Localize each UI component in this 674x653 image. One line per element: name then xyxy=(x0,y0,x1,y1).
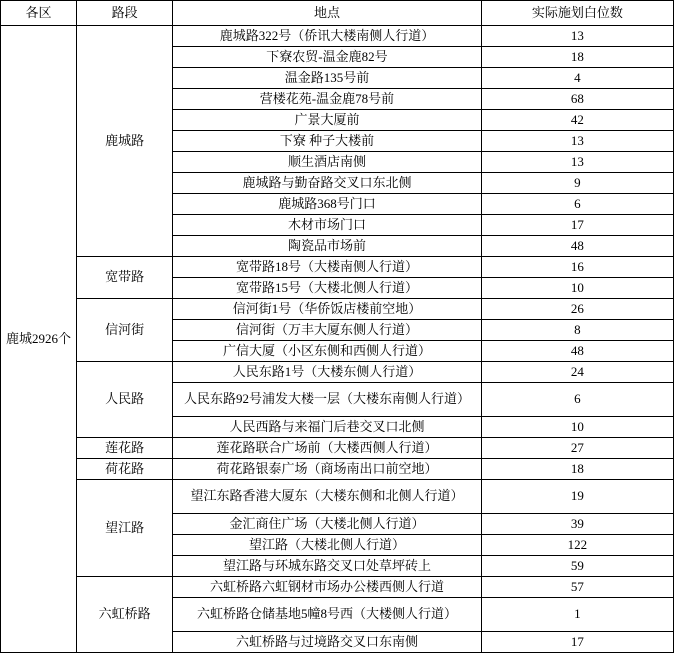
place-cell: 鹿城路与勤奋路交叉口东北侧 xyxy=(173,173,481,194)
column-header-count: 实际施划白位数 xyxy=(481,1,673,26)
place-cell: 六虹桥路六虹钢材市场办公楼西侧人行道 xyxy=(173,577,481,598)
place-cell: 下寮农贸-温金鹿82号 xyxy=(173,47,481,68)
place-cell: 人民东路92号浦发大楼一层（大楼东南侧人行道） xyxy=(173,383,481,417)
place-cell: 温金路135号前 xyxy=(173,68,481,89)
place-cell: 顺生酒店南侧 xyxy=(173,152,481,173)
place-cell: 广信大厦（小区东侧和西侧人行道） xyxy=(173,341,481,362)
count-cell: 39 xyxy=(481,514,673,535)
place-cell: 宽带路18号（大楼南侧人行道） xyxy=(173,257,481,278)
place-cell: 望江路与环城东路交叉口处草坪砖上 xyxy=(173,556,481,577)
count-cell: 59 xyxy=(481,556,673,577)
area-cell: 鹿城2926个 xyxy=(1,26,77,653)
place-cell: 莲花路联合广场前（大楼西侧人行道） xyxy=(173,438,481,459)
table-row xyxy=(1,480,674,514)
count-cell: 19 xyxy=(481,480,673,514)
table-row xyxy=(1,362,674,383)
table-row xyxy=(1,438,674,459)
count-cell: 26 xyxy=(481,299,673,320)
table-row xyxy=(1,257,674,278)
place-cell: 木材市场门口 xyxy=(173,215,481,236)
table-row xyxy=(1,459,674,480)
table-row xyxy=(1,577,674,598)
place-cell: 广景大厦前 xyxy=(173,110,481,131)
place-cell: 陶瓷品市场前 xyxy=(173,236,481,257)
place-cell: 六虹桥路与过境路交叉口东南侧 xyxy=(173,632,481,653)
count-cell: 68 xyxy=(481,89,673,110)
road-name-cell: 宽带路 xyxy=(77,257,173,299)
count-cell: 57 xyxy=(481,577,673,598)
count-cell: 13 xyxy=(481,26,673,47)
place-cell: 信河街（万丰大厦东侧人行道） xyxy=(173,320,481,341)
count-cell: 18 xyxy=(481,47,673,68)
count-cell: 48 xyxy=(481,341,673,362)
count-cell: 17 xyxy=(481,215,673,236)
count-cell: 48 xyxy=(481,236,673,257)
table-row xyxy=(1,299,674,320)
place-cell: 望江路（大楼北侧人行道） xyxy=(173,535,481,556)
place-cell: 宽带路15号（大楼北侧人行道） xyxy=(173,278,481,299)
place-cell: 信河街1号（华侨饭店楼前空地） xyxy=(173,299,481,320)
place-cell: 营楼花苑-温金鹿78号前 xyxy=(173,89,481,110)
count-cell: 13 xyxy=(481,131,673,152)
table-header-row xyxy=(1,1,674,26)
place-cell: 人民东路1号（大楼东侧人行道） xyxy=(173,362,481,383)
count-cell: 8 xyxy=(481,320,673,341)
table-row xyxy=(1,26,674,47)
road-name-cell: 鹿城路 xyxy=(77,26,173,257)
place-cell: 下寮 种子大楼前 xyxy=(173,131,481,152)
table-body xyxy=(1,26,674,653)
road-name-cell: 莲花路 xyxy=(77,438,173,459)
road-name-cell: 荷花路 xyxy=(77,459,173,480)
count-cell: 16 xyxy=(481,257,673,278)
count-cell: 24 xyxy=(481,362,673,383)
road-name-cell: 望江路 xyxy=(77,480,173,577)
count-cell: 18 xyxy=(481,459,673,480)
count-cell: 9 xyxy=(481,173,673,194)
place-cell: 望江东路香港大厦东（大楼东侧和北侧人行道） xyxy=(173,480,481,514)
count-cell: 10 xyxy=(481,278,673,299)
count-cell: 13 xyxy=(481,152,673,173)
column-header-road: 路段 xyxy=(77,1,173,26)
column-header-place: 地点 xyxy=(173,1,481,26)
place-cell: 金汇商住广场（大楼北侧人行道） xyxy=(173,514,481,535)
count-cell: 10 xyxy=(481,417,673,438)
place-cell: 鹿城路368号门口 xyxy=(173,194,481,215)
count-cell: 1 xyxy=(481,598,673,632)
count-cell: 42 xyxy=(481,110,673,131)
count-cell: 4 xyxy=(481,68,673,89)
count-cell: 27 xyxy=(481,438,673,459)
count-cell: 17 xyxy=(481,632,673,653)
count-cell: 122 xyxy=(481,535,673,556)
place-cell: 人民西路与来福门后巷交叉口北侧 xyxy=(173,417,481,438)
road-name-cell: 信河街 xyxy=(77,299,173,362)
count-cell: 6 xyxy=(481,383,673,417)
place-cell: 六虹桥路仓储基地5幢8号西（大楼侧人行道） xyxy=(173,598,481,632)
road-name-cell: 人民路 xyxy=(77,362,173,438)
column-header-area: 各区 xyxy=(1,1,77,26)
count-cell: 6 xyxy=(481,194,673,215)
place-cell: 鹿城路322号（侨讯大楼南侧人行道） xyxy=(173,26,481,47)
place-cell: 荷花路银泰广场（商场南出口前空地） xyxy=(173,459,481,480)
road-name-cell: 六虹桥路 xyxy=(77,577,173,653)
